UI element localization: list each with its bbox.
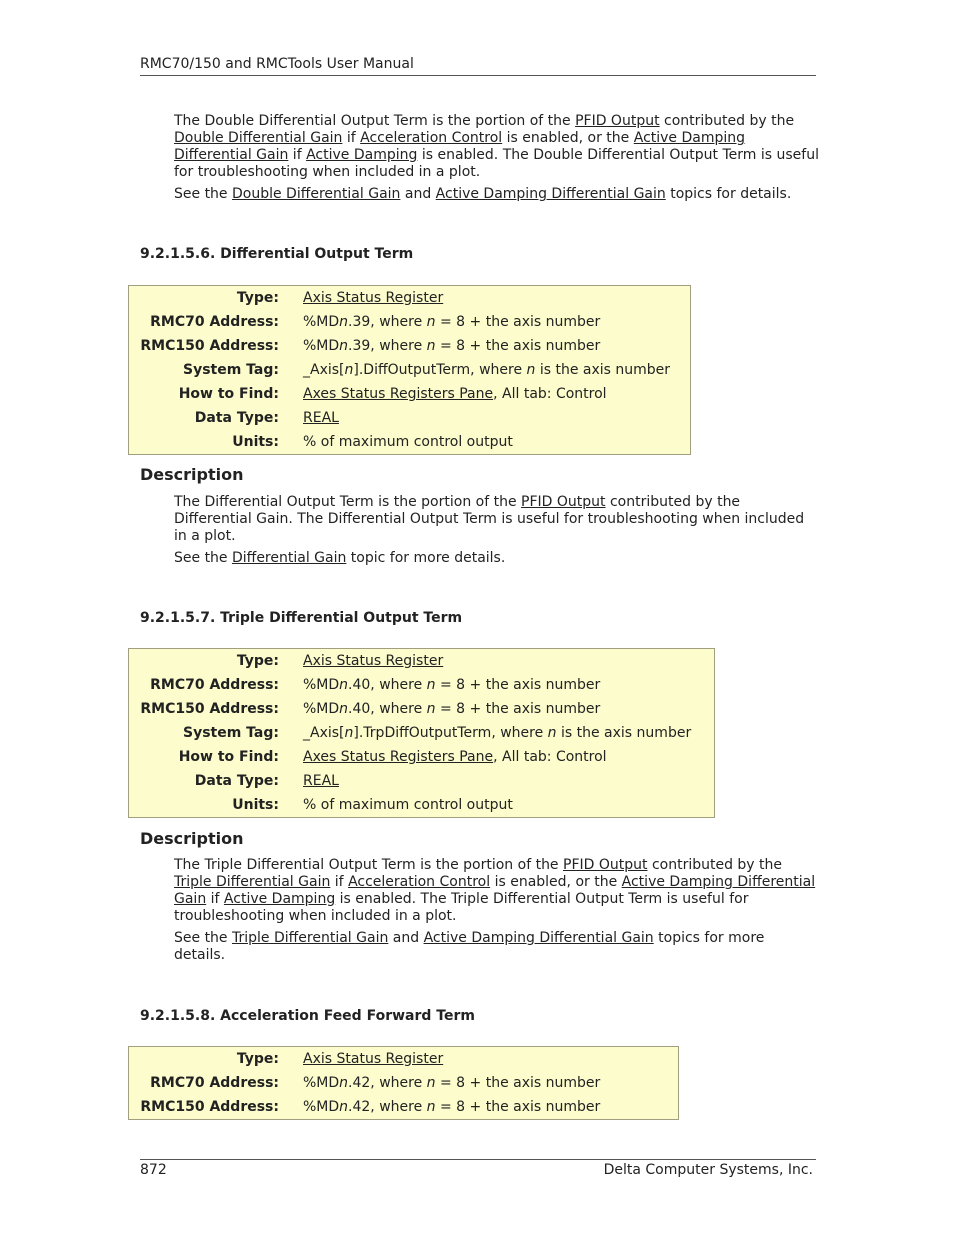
description-text bbox=[174, 857, 819, 964]
description-paragraph-2 bbox=[174, 550, 819, 567]
property-row bbox=[129, 1047, 679, 1072]
property-label: RMC70 Address: bbox=[150, 1075, 279, 1091]
variable-n: n bbox=[426, 1099, 436, 1115]
variable-n: n bbox=[339, 314, 349, 330]
text-run: and bbox=[400, 186, 436, 202]
property-value bbox=[303, 769, 715, 793]
text-run: .42, where bbox=[348, 1099, 427, 1115]
text-run: ].DiffOutputTerm, where bbox=[353, 362, 527, 378]
property-row bbox=[129, 1071, 679, 1095]
property-value bbox=[303, 697, 715, 721]
text-run: is enabled. The Double Differential Output Term is useful for troubleshooting when included in a plot. bbox=[174, 147, 819, 180]
properties-table bbox=[128, 1046, 679, 1120]
variable-n: n bbox=[426, 677, 436, 693]
property-label: RMC150 Address: bbox=[140, 338, 279, 354]
property-row bbox=[129, 697, 715, 721]
text-run: = 8 + the axis number bbox=[435, 701, 601, 717]
property-value bbox=[303, 382, 691, 406]
property-label: RMC70 Address: bbox=[150, 314, 279, 330]
text-run: The Triple Differential Output Term is the portion of the bbox=[174, 857, 563, 873]
link[interactable]: Double Differential Gain bbox=[232, 186, 401, 202]
text-run: %MD bbox=[303, 677, 340, 693]
link[interactable]: Active Damping Differential Gain bbox=[423, 930, 654, 946]
property-value bbox=[303, 310, 691, 334]
section-heading-acceleration-feed-forward-term: 9.2.1.5.8. Acceleration Feed Forward Term bbox=[140, 1008, 475, 1024]
property-row bbox=[129, 430, 691, 455]
property-row bbox=[129, 769, 715, 793]
text-run: if bbox=[342, 130, 361, 146]
text-run: See the bbox=[174, 550, 232, 566]
property-row bbox=[129, 649, 715, 674]
property-value bbox=[303, 286, 691, 311]
link[interactable]: Active Damping Differential Gain bbox=[174, 874, 816, 907]
property-label: RMC150 Address: bbox=[140, 1099, 279, 1115]
text-run: The Double Differential Output Term is the portion of the bbox=[174, 113, 576, 129]
description-paragraph-1 bbox=[174, 494, 819, 545]
link[interactable]: Active Damping bbox=[306, 147, 418, 163]
text-run: %MD bbox=[303, 314, 340, 330]
link[interactable]: Active Damping Differential Gain bbox=[435, 186, 666, 202]
text-run: = 8 + the axis number bbox=[435, 1075, 601, 1091]
text-run: % of maximum control output bbox=[303, 797, 513, 813]
description-heading: Description bbox=[140, 465, 244, 484]
text-run: = 8 + the axis number bbox=[435, 677, 601, 693]
text-run: .39, where bbox=[348, 314, 427, 330]
link[interactable]: Triple Differential Gain bbox=[174, 874, 331, 890]
variable-n: n bbox=[339, 701, 349, 717]
text-run: , All tab: Control bbox=[493, 749, 607, 765]
link[interactable]: PFID Output bbox=[563, 857, 648, 873]
text-run: %MD bbox=[303, 1099, 340, 1115]
text-run: _Axis[ bbox=[303, 725, 345, 741]
description-paragraph-1 bbox=[174, 857, 819, 925]
properties-table bbox=[128, 648, 715, 818]
property-row bbox=[129, 721, 715, 745]
link[interactable]: PFID Output bbox=[521, 494, 606, 510]
variable-n: n bbox=[426, 314, 436, 330]
link[interactable]: Double Differential Gain bbox=[174, 130, 343, 146]
description-paragraph-2 bbox=[174, 930, 819, 964]
property-value bbox=[303, 358, 691, 382]
property-label: Units: bbox=[232, 434, 279, 450]
property-label: Units: bbox=[232, 797, 279, 813]
text-run: is enabled. The Triple Differential Output Term is useful for troubleshooting when included in a plot. bbox=[174, 891, 749, 924]
variable-n: n bbox=[339, 1099, 349, 1115]
text-run: and bbox=[388, 930, 424, 946]
variable-n: n bbox=[426, 701, 436, 717]
property-value bbox=[303, 430, 691, 455]
link[interactable]: Active Damping bbox=[223, 891, 336, 907]
variable-n: n bbox=[339, 338, 349, 354]
property-row bbox=[129, 1095, 679, 1120]
footer-company: Delta Computer Systems, Inc. bbox=[603, 1162, 813, 1178]
variable-n: n bbox=[547, 725, 557, 741]
property-row bbox=[129, 745, 715, 769]
text-run: topic for more details. bbox=[346, 550, 506, 566]
text-run: .42, where bbox=[348, 1075, 427, 1091]
link[interactable]: Differential Gain bbox=[232, 550, 347, 566]
link[interactable]: Axis Status Register bbox=[303, 653, 444, 669]
footer-rule bbox=[140, 1159, 816, 1160]
text-run: = 8 + the axis number bbox=[435, 314, 601, 330]
link[interactable]: Axis Status Register bbox=[303, 290, 444, 306]
page-number: 872 bbox=[140, 1162, 167, 1178]
properties-table bbox=[128, 285, 691, 455]
property-value bbox=[303, 334, 691, 358]
page-header-title: RMC70/150 and RMCTools User Manual bbox=[140, 56, 414, 72]
property-row bbox=[129, 286, 691, 311]
description-text bbox=[174, 494, 819, 567]
property-label: RMC70 Address: bbox=[150, 677, 279, 693]
property-row bbox=[129, 310, 691, 334]
variable-n: n bbox=[339, 1075, 349, 1091]
property-row bbox=[129, 793, 715, 818]
property-value bbox=[303, 1071, 679, 1095]
text-run: The Differential Output Term is the portion of the bbox=[174, 494, 522, 510]
link[interactable]: Acceleration Control bbox=[348, 874, 491, 890]
text-run: .40, where bbox=[348, 701, 427, 717]
text-run: if bbox=[330, 874, 349, 890]
variable-n: n bbox=[344, 362, 354, 378]
property-value bbox=[303, 793, 715, 818]
property-label: How to Find: bbox=[178, 749, 279, 765]
property-value bbox=[303, 745, 715, 769]
text-run: topics for more details. bbox=[174, 930, 765, 963]
property-value bbox=[303, 1047, 679, 1072]
text-run: %MD bbox=[303, 1075, 340, 1091]
link[interactable]: Axes Status Registers Pane bbox=[303, 386, 494, 402]
property-value bbox=[303, 649, 715, 674]
property-row bbox=[129, 382, 691, 406]
text-run: _Axis[ bbox=[303, 362, 345, 378]
property-row bbox=[129, 334, 691, 358]
text-run: if bbox=[288, 147, 307, 163]
link[interactable]: Axis Status Register bbox=[303, 1051, 444, 1067]
text-run: contributed by the Differential Gain. The Differential Output Term is useful for troubleshooting when included in a plot. bbox=[174, 494, 805, 544]
header-rule bbox=[140, 75, 816, 76]
property-value bbox=[303, 673, 715, 697]
property-label: System Tag: bbox=[182, 362, 279, 378]
text-run: See the bbox=[174, 930, 232, 946]
text-run: is enabled, or the bbox=[502, 130, 634, 146]
property-row bbox=[129, 406, 691, 430]
text-run: .39, where bbox=[348, 338, 427, 354]
text-run: contributed by the bbox=[647, 857, 783, 873]
property-label: Type: bbox=[236, 290, 279, 306]
text-run: is the axis number bbox=[556, 725, 692, 741]
text-run: is the axis number bbox=[535, 362, 671, 378]
variable-n: n bbox=[339, 677, 349, 693]
text-run: ].TrpDiffOutputTerm, where bbox=[353, 725, 548, 741]
property-label: Type: bbox=[236, 1051, 279, 1067]
property-value bbox=[303, 406, 691, 430]
section-heading-differential-output-term: 9.2.1.5.6. Differential Output Term bbox=[140, 246, 414, 262]
text-run: contributed by the bbox=[659, 113, 795, 129]
text-run: = 8 + the axis number bbox=[435, 1099, 601, 1115]
text-run: if bbox=[206, 891, 224, 907]
text-run: %MD bbox=[303, 701, 340, 717]
text-run: = 8 + the axis number bbox=[435, 338, 601, 354]
text-run: See the bbox=[174, 186, 232, 202]
variable-n: n bbox=[344, 725, 354, 741]
property-label: Type: bbox=[236, 653, 279, 669]
property-label: How to Find: bbox=[178, 386, 279, 402]
link[interactable]: Axes Status Registers Pane bbox=[303, 749, 494, 765]
variable-n: n bbox=[426, 1075, 436, 1091]
text-run: , All tab: Control bbox=[493, 386, 607, 402]
text-run: .40, where bbox=[348, 677, 427, 693]
link[interactable]: REAL bbox=[303, 773, 339, 789]
variable-n: n bbox=[426, 338, 436, 354]
property-label: RMC150 Address: bbox=[140, 701, 279, 717]
text-run: is enabled, or the bbox=[490, 874, 622, 890]
intro-paragraph-1 bbox=[174, 113, 819, 181]
text-run: % of maximum control output bbox=[303, 434, 513, 450]
variable-n: n bbox=[526, 362, 536, 378]
property-label: System Tag: bbox=[182, 725, 279, 741]
intro-text bbox=[174, 113, 819, 203]
property-value bbox=[303, 1095, 679, 1120]
description-heading: Description bbox=[140, 829, 244, 848]
link[interactable]: Triple Differential Gain bbox=[232, 930, 389, 946]
text-run: %MD bbox=[303, 338, 340, 354]
section-heading-triple-differential-output-term: 9.2.1.5.7. Triple Differential Output Term bbox=[140, 610, 463, 626]
property-value bbox=[303, 721, 715, 745]
link[interactable]: Active Damping Differential Gain bbox=[174, 130, 746, 163]
link[interactable]: REAL bbox=[303, 410, 339, 426]
property-label: Data Type: bbox=[194, 410, 279, 426]
property-row bbox=[129, 673, 715, 697]
text-run: topics for details. bbox=[665, 186, 792, 202]
property-label: Data Type: bbox=[194, 773, 279, 789]
link[interactable]: PFID Output bbox=[575, 113, 660, 129]
property-row bbox=[129, 358, 691, 382]
link[interactable]: Acceleration Control bbox=[360, 130, 503, 146]
intro-paragraph-2 bbox=[174, 186, 819, 203]
